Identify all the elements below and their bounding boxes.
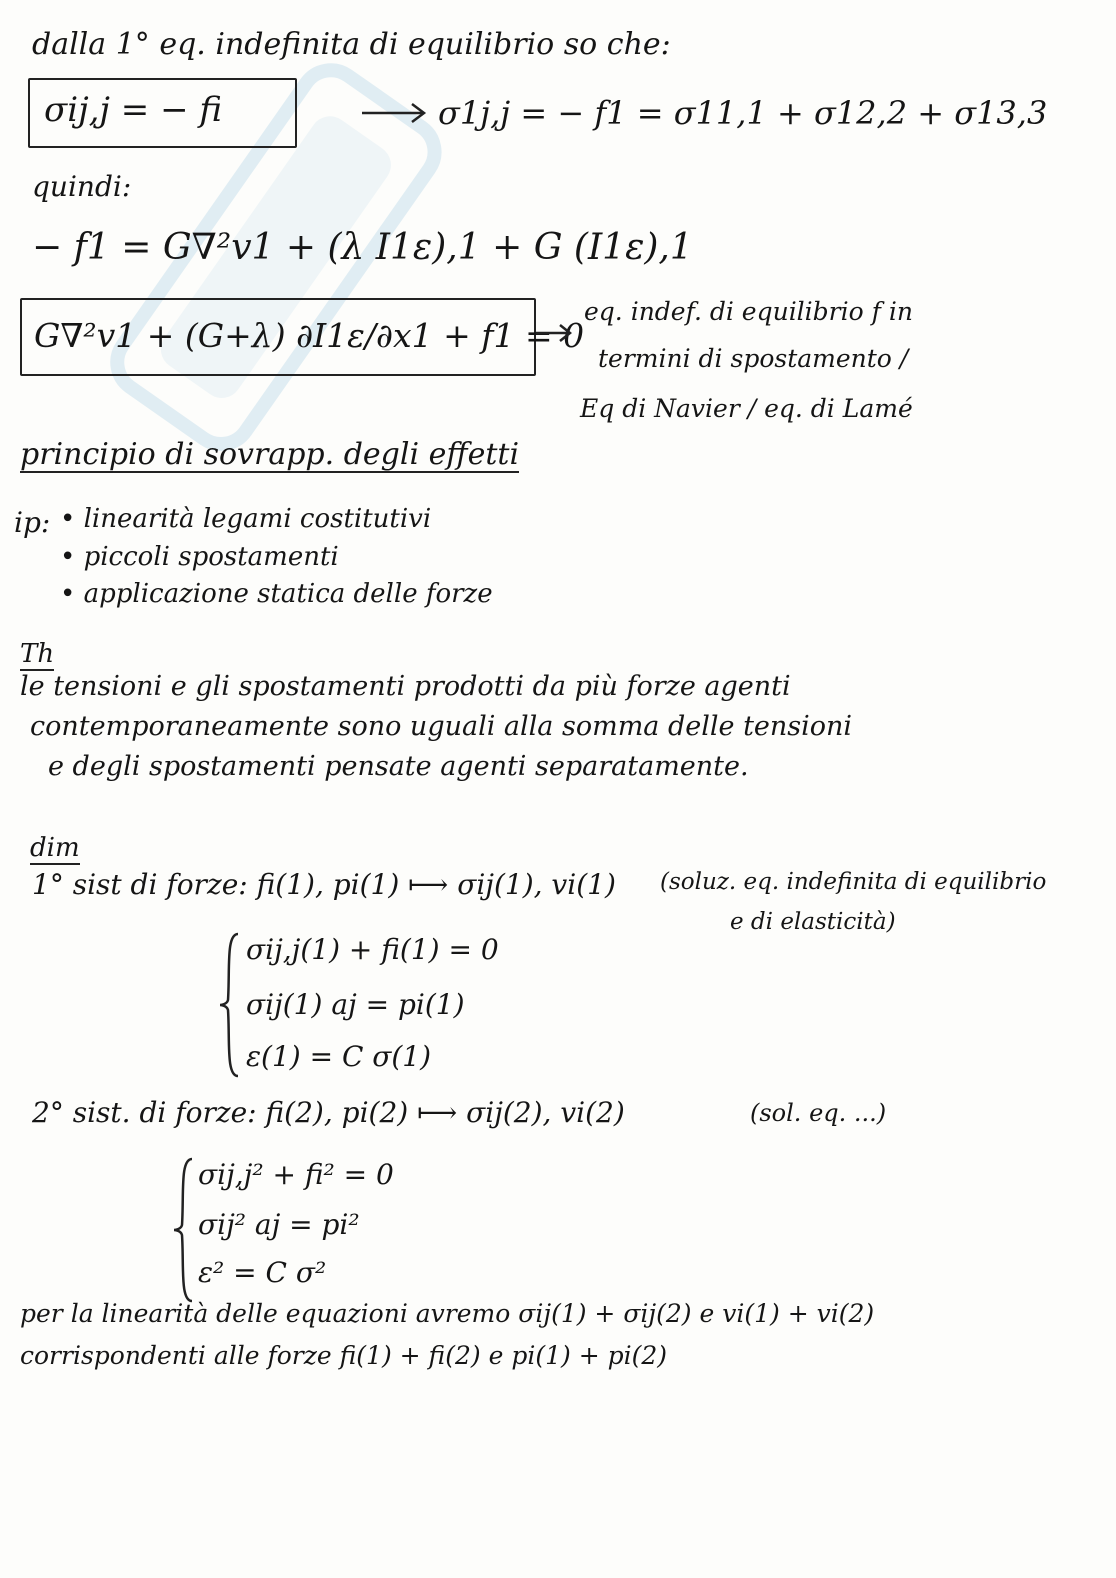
- system-2-note: (sol. eq. ...): [750, 1099, 887, 1127]
- equation-navier: G∇²v1 + (G+λ) ∂I1ε/∂x1 + f1 = 0: [34, 316, 585, 355]
- note-navier-2: termini di spostamento /: [598, 344, 909, 373]
- arrow-right-icon: [534, 318, 574, 348]
- hypothesis-3: • applicazione statica delle forze: [60, 579, 493, 609]
- system-1-title: 1° sist di forze: fi(1), pi(1) ⟼ σij(1), vi(1): [32, 868, 616, 901]
- proof-label: dim: [30, 833, 80, 863]
- conclusion-line-2: corrispondenti alle forze fi(1) + fi(2) e pi(1) + pi(2): [20, 1341, 667, 1370]
- conclusion-line-1: per la linearità delle equazioni avremo σij(1) + σij(2) e vi(1) + vi(2): [20, 1299, 875, 1328]
- hypothesis-1: • linearità legami costitutivi: [60, 504, 432, 534]
- system-2-title: 2° sist. di forze: fi(2), pi(2) ⟼ σij(2), vi(2): [32, 1096, 625, 1129]
- system-2-eq-3: ε² = C σ²: [198, 1256, 327, 1289]
- equation-f1: − f1 = G∇²v1 + (λ I1ε),1 + G (I1ε),1: [32, 227, 693, 268]
- line-intro: dalla 1° eq. indefinita di equilibrio so che:: [32, 27, 671, 62]
- arrow-right-icon: [360, 98, 430, 128]
- theorem-line-3: e degli spostamenti pensate agenti separatamente.: [48, 751, 749, 782]
- system-1-eq-3: ε(1) = C σ(1): [246, 1040, 432, 1073]
- line-quindi: quindi:: [32, 170, 132, 203]
- system-1-note-2: e di elasticità): [730, 909, 896, 935]
- equation-expanded: σ1j,j = − f1 = σ11,1 + σ12,2 + σ13,3: [438, 94, 1048, 132]
- theorem-label: Th: [20, 639, 55, 669]
- system-1-eq-1: σij,j(1) + fi(1) = 0: [246, 933, 499, 966]
- system-2-eq-1: σij,j² + fi² = 0: [198, 1158, 394, 1191]
- heading-superposition: principio di sovrapp. degli effetti: [20, 437, 520, 472]
- hypothesis-label: ip:: [14, 506, 51, 539]
- theorem-line-1: le tensioni e gli spostamenti prodotti da più forze agenti: [20, 671, 791, 702]
- note-navier-1: eq. indef. di equilibrio f in: [584, 297, 913, 326]
- note-navier-3: Eq di Navier / eq. di Lamé: [580, 394, 913, 423]
- system-2-eq-2: σij² aj = pi²: [198, 1208, 360, 1241]
- system-1-note-1: (soluz. eq. indefinita di equilibrio: [660, 869, 1047, 895]
- theorem-line-2: contemporaneamente sono uguali alla somma delle tensioni: [30, 711, 853, 742]
- brace-icon: [218, 930, 242, 1080]
- equation-boxed-1: σij,j = − fi: [44, 90, 223, 130]
- system-1-eq-2: σij(1) aj = pi(1): [246, 988, 465, 1021]
- brace-icon: [172, 1155, 196, 1305]
- hypothesis-2: • piccoli spostamenti: [60, 542, 339, 572]
